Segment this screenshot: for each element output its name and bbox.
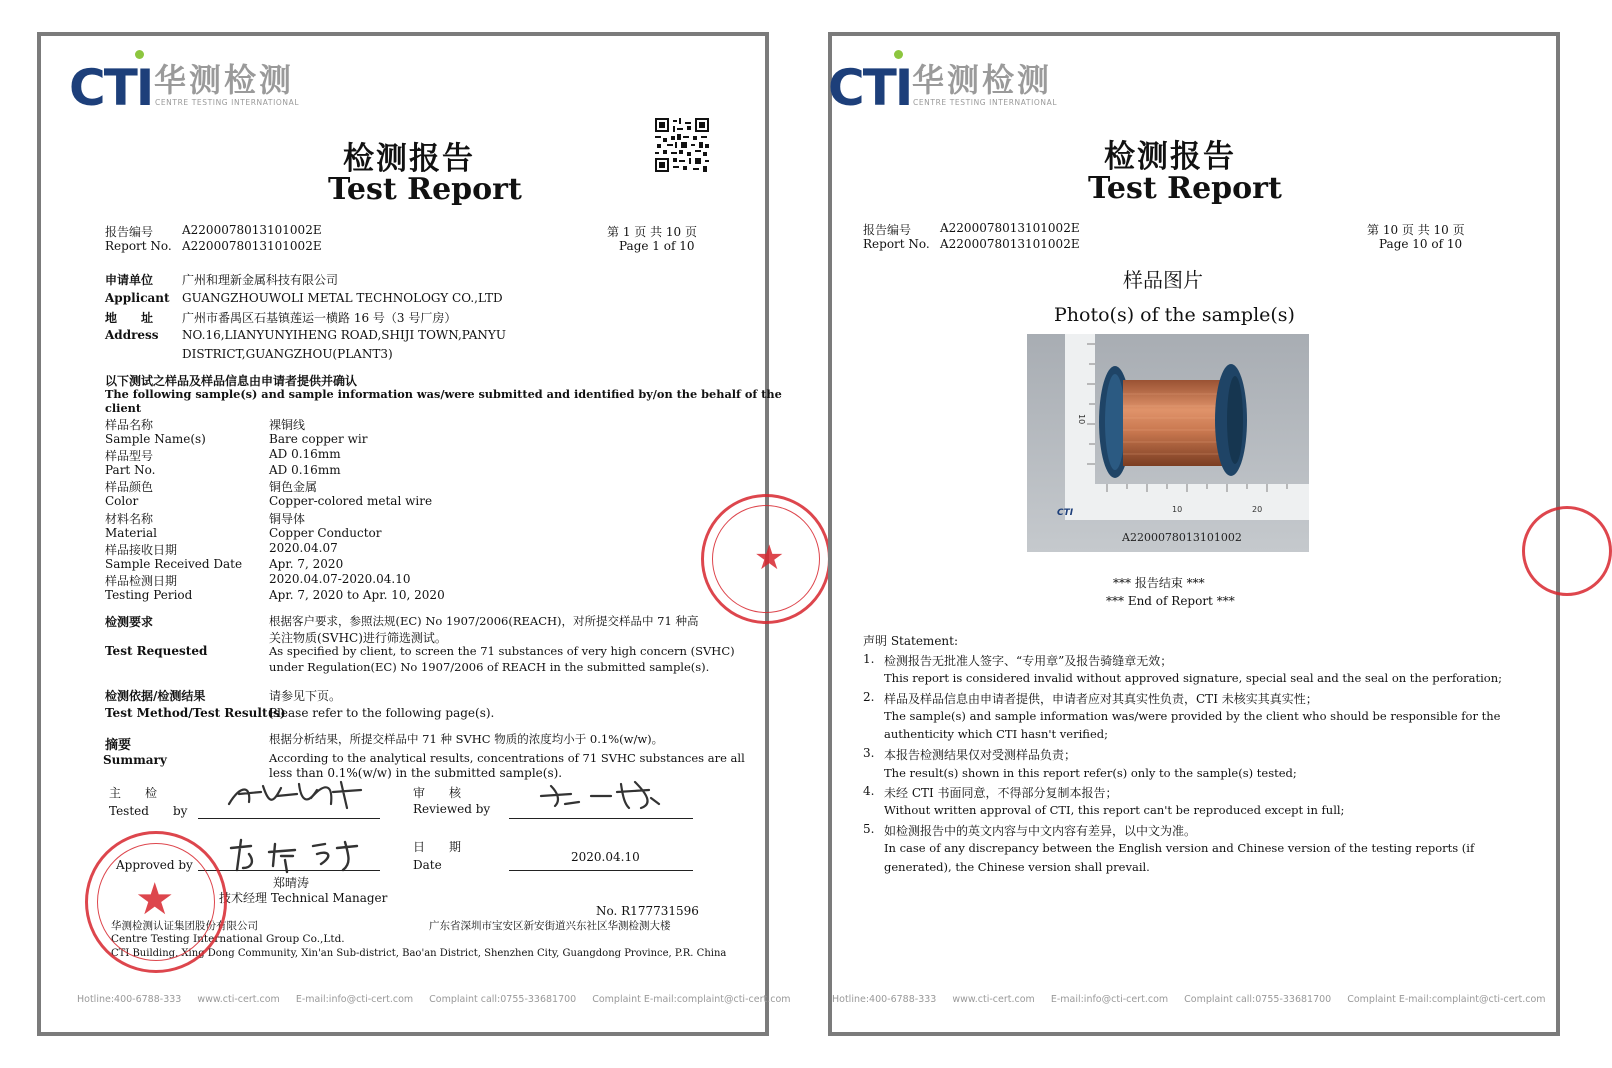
- field-value: Apr. 7, 2020: [269, 557, 344, 571]
- summary-en-line2: less than 0.1%(w/w) in the submitted sample(s).: [269, 766, 563, 780]
- applicant-cn: 广州和理新金属科技有限公司: [182, 273, 339, 287]
- footer-website[interactable]: www.cti-cert.com: [952, 994, 1035, 1005]
- page-number-cn: 第 10 页 共 10 页: [1367, 223, 1465, 237]
- field-value: 2020.04.07-2020.04.10: [269, 572, 411, 586]
- sample-intro-en-line1: The following sample(s) and sample information was/were submitted and identified by/on the behalf of the: [105, 387, 782, 401]
- test-requested-en-line1: As specified by client, to screen the 71 substances of very high concern (SVHC): [269, 644, 735, 658]
- field-value: 裸铜线: [269, 418, 306, 432]
- statement-number: 5.: [863, 822, 875, 836]
- title-english: Test Report: [328, 172, 522, 207]
- field-value: Copper-colored metal wire: [269, 494, 433, 508]
- statement-cn: 样品及样品信息由申请者提供，申请者应对其真实性负责，CTI 未核实其真实性；: [884, 692, 1318, 706]
- company-name-cn: 华测检测认证集团股份有限公司: [111, 920, 258, 932]
- end-of-report-en: *** End of Report ***: [1106, 594, 1235, 608]
- test-requested-label-cn: 检测要求: [105, 615, 154, 629]
- report-no-label-en: Report No.: [105, 239, 172, 253]
- statement-en-cont: generated), the Chinese version shall prevail.: [884, 860, 1150, 874]
- statement-en: This report is considered invalid without approved signature, special seal and the seal on the perforation;: [884, 671, 1502, 685]
- statement-cn: 检测报告无批准人签字、“专用章”及报告骑缝章无效；: [884, 654, 1173, 668]
- test-requested-label-en: Test Requested: [105, 644, 208, 658]
- reviewed-by-line: [509, 818, 693, 819]
- footer-email[interactable]: E-mail:info@cti-cert.com: [295, 994, 414, 1005]
- statement-en-cont: authenticity which CTI hasn't verified;: [884, 727, 1108, 741]
- seal-right-stamp: [701, 494, 831, 624]
- date-value: 2020.04.10: [571, 850, 640, 864]
- company-name-en: Centre Testing International Group Co.,Ltd.: [111, 933, 345, 945]
- statement-en: The sample(s) and sample information was/were provided by the client who should be responsible for the: [884, 709, 1501, 723]
- footer-hotline: Hotline:400-6788-333: [77, 994, 182, 1005]
- test-method-en: Please refer to the following page(s).: [269, 706, 495, 720]
- sample-intro-en-line2: client: [105, 401, 142, 415]
- title-english: Test Report: [1088, 171, 1282, 206]
- page-number-cn: 第 1 页 共 10 页: [607, 225, 697, 239]
- logo-chinese: 华测检测: [912, 61, 1053, 99]
- company-address-cn: 广东省深圳市宝安区新安街道兴东社区华测检测大楼: [429, 920, 671, 932]
- statement-number: 1.: [863, 652, 875, 666]
- statement-number: 4.: [863, 784, 875, 798]
- footer: [77, 994, 807, 1005]
- reviewed-by-label-en: Reviewed by: [413, 802, 491, 816]
- statement-en: Without written approval of CTI, this report can't be reproduced except in full;: [884, 803, 1345, 817]
- statement-cn: 如检测报告中的英文内容与中文内容有差异，以中文为准。: [884, 824, 1197, 838]
- field-label: Sample Name(s): [105, 432, 206, 446]
- tested-by-label-en: Tested by: [109, 804, 188, 818]
- tested-by-line: [198, 818, 380, 819]
- report-no-label-en: Report No.: [863, 237, 930, 251]
- date-label-en: Date: [413, 858, 442, 872]
- report-page-10: [828, 32, 1560, 1036]
- field-label: 材料名称: [105, 512, 154, 526]
- field-label: 样品名称: [105, 418, 154, 432]
- field-label: Testing Period: [105, 588, 193, 602]
- report-page-1: [37, 32, 791, 1036]
- approver-name: 郑晴涛: [273, 876, 310, 890]
- title-chinese: 检测报告: [1104, 139, 1236, 175]
- cti-logo: CTI: [69, 59, 153, 117]
- footer-website[interactable]: www.cti-cert.com: [197, 994, 280, 1005]
- field-value: 铜导体: [269, 512, 306, 526]
- field-value: AD 0.16mm: [269, 463, 341, 477]
- field-value: Copper Conductor: [269, 526, 382, 540]
- end-of-report-cn: *** 报告结束 ***: [1113, 576, 1205, 590]
- field-label: Sample Received Date: [105, 557, 243, 571]
- qr-code-icon: [655, 118, 709, 172]
- footer-complaint-call: Complaint call:0755-33681700: [1184, 994, 1332, 1005]
- photo-title-en: Photo(s) of the sample(s): [1054, 304, 1295, 326]
- applicant-en: GUANGZHOUWOLI METAL TECHNOLOGY CO.,LTD: [182, 291, 503, 305]
- address-en-line2: DISTRICT,GUANGZHOU(PLANT3): [182, 347, 393, 361]
- field-label: 样品颜色: [105, 480, 154, 494]
- field-label: 样品接收日期: [105, 543, 178, 557]
- statement-en: The result(s) shown in this report refer(s) only to the sample(s) tested;: [884, 766, 1297, 780]
- seal-left-star-icon: ★: [135, 874, 175, 925]
- statement-label: 声明 Statement:: [863, 634, 959, 648]
- ruler-brand: CTI: [1057, 508, 1074, 518]
- test-method-label-en: Test Method/Test Result(s): [105, 706, 286, 720]
- ruler-label-20: 20: [1252, 505, 1263, 514]
- report-no-value-2: A2200078013101002E: [182, 239, 322, 253]
- footer-hotline: Hotline:400-6788-333: [832, 994, 937, 1005]
- report-no-label-cn: 报告编号: [863, 223, 912, 237]
- field-value: Apr. 7, 2020 to Apr. 10, 2020: [269, 588, 445, 602]
- field-value: Bare copper wir: [269, 432, 368, 446]
- approved-by-line: [198, 870, 380, 871]
- page-number-en: Page 1 of 10: [619, 239, 695, 253]
- field-label: Material: [105, 526, 157, 540]
- statement-number: 3.: [863, 746, 875, 760]
- reviewed-by-signature-icon: [531, 774, 671, 816]
- sample-intro-cn: 以下测试之样品及样品信息由申请者提供并确认: [105, 374, 358, 388]
- photo-title-cn: 样品图片: [1123, 268, 1203, 292]
- photo-caption: A2200078013101002: [1122, 531, 1242, 544]
- footer-complaint-email[interactable]: Complaint E-mail:complaint@cti-cert.com: [1347, 994, 1546, 1005]
- address-label-en: Address: [105, 328, 159, 342]
- footer-email[interactable]: E-mail:info@cti-cert.com: [1050, 994, 1169, 1005]
- ruler-label-10: 10: [1172, 505, 1183, 514]
- test-method-label-cn: 检测依据/检测结果: [105, 689, 206, 703]
- page-number-en: Page 10 of 10: [1379, 237, 1463, 251]
- statement-cn: 本报告检测结果仅对受测样品负责；: [884, 748, 1077, 762]
- seal-right-star-icon: ★: [754, 538, 785, 578]
- field-label: 样品检测日期: [105, 574, 178, 588]
- summary-cn: 根据分析结果，所提交样品中 71 种 SVHC 物质的浓度均小于 0.1%(w/w)。: [269, 732, 664, 746]
- approver-title: 技术经理 Technical Manager: [219, 891, 388, 905]
- company-address-en: CTI Building, Xing Dong Community, Xin'an Sub-district, Bao'an District, Shenzhen City, Guangdong Province, P.R. China: [111, 948, 727, 959]
- footer-complaint-call: Complaint call:0755-33681700: [429, 994, 577, 1005]
- date-label-cn: 日 期: [413, 840, 462, 854]
- statement-cn: 未经 CTI 书面同意，不得部分复制本报告；: [884, 786, 1118, 800]
- report-no-value-2: A2200078013101002E: [940, 237, 1080, 251]
- field-label: 样品型号: [105, 449, 154, 463]
- field-label: Part No.: [105, 463, 156, 477]
- field-value: 2020.04.07: [269, 541, 338, 555]
- address-cn: 广州市番禺区石基镇莲运一横路 16 号（3 号厂房）: [182, 311, 457, 325]
- ruler-side-label: 10: [1077, 414, 1086, 425]
- report-no-label-cn: 报告编号: [105, 225, 154, 239]
- tested-by-signature-icon: [221, 774, 371, 816]
- report-no-value-1: A2200078013101002E: [182, 223, 322, 237]
- certificate-number: No. R177731596: [596, 904, 699, 918]
- applicant-label-en: Applicant: [105, 291, 170, 305]
- date-line: [509, 870, 693, 871]
- logo-english: CENTRE TESTING INTERNATIONAL: [155, 98, 300, 107]
- footer-complaint-email[interactable]: Complaint E-mail:complaint@cti-cert.com: [592, 994, 791, 1005]
- summary-label-cn: 摘要: [105, 738, 132, 753]
- applicant-label-cn: 申请单位: [105, 273, 154, 287]
- summary-label-en: Summary: [103, 753, 167, 767]
- address-en-line1: NO.16,LIANYUNYIHENG ROAD,SHIJI TOWN,PANYU: [182, 328, 506, 342]
- seal-left-stamp: [85, 831, 227, 973]
- test-method-cn: 请参见下页。: [269, 689, 342, 703]
- footer: [832, 994, 1562, 1005]
- logo-dot: [135, 50, 144, 59]
- perforation-seal-stamp: [1522, 506, 1612, 596]
- field-label: Color: [105, 494, 139, 508]
- summary-en-line1: According to the analytical results, concentrations of 71 SVHC substances are all: [269, 751, 745, 765]
- tested-by-label-cn: 主 检: [109, 786, 158, 800]
- title-chinese: 检测报告: [343, 141, 475, 177]
- reviewed-by-label-cn: 审 核: [413, 786, 462, 800]
- logo-chinese: 华测检测: [154, 61, 295, 99]
- field-value: AD 0.16mm: [269, 447, 341, 461]
- sample-photo: [1027, 334, 1309, 552]
- logo-english: CENTRE TESTING INTERNATIONAL: [913, 98, 1058, 107]
- address-label-cn: 地 址: [105, 311, 154, 325]
- logo-dot: [894, 50, 903, 59]
- test-requested-cn-line2: 关注物质(SVHC)进行筛选测试。: [269, 631, 447, 645]
- approved-by-label: Approved by: [116, 858, 193, 872]
- cti-logo: CTI: [828, 59, 912, 117]
- field-value: 铜色金属: [269, 480, 318, 494]
- statement-number: 2.: [863, 690, 875, 704]
- statement-en: In case of any discrepancy between the English version and Chinese version of the testing reports (if: [884, 841, 1475, 855]
- test-requested-en-line2: under Regulation(EC) No 1907/2006 of REACH in the submitted sample(s).: [269, 660, 710, 674]
- report-no-value-1: A2200078013101002E: [940, 221, 1080, 235]
- test-requested-cn-line1: 根据客户要求，参照法规(EC) No 1907/2006(REACH)，对所提交样品中 71 种高: [269, 614, 699, 628]
